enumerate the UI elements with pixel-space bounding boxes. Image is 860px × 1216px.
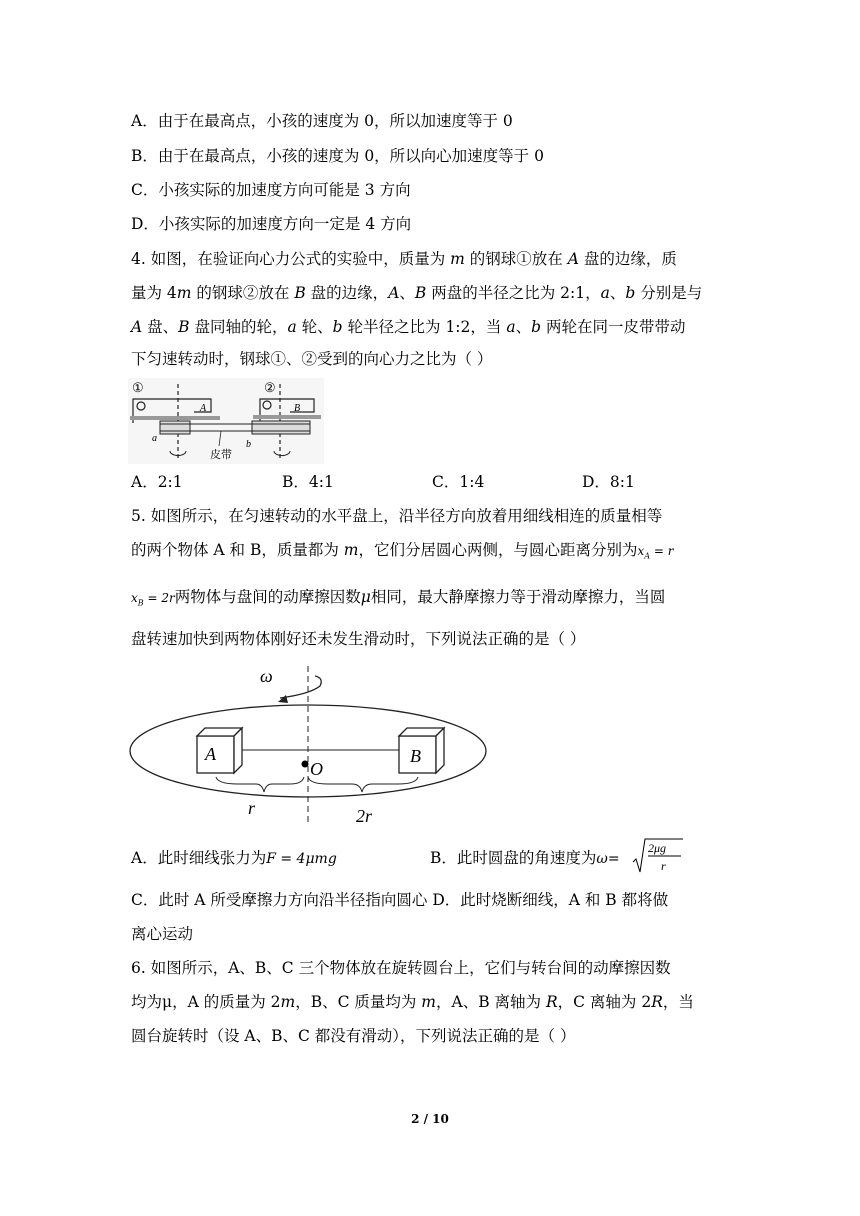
q5-fig-dist-r-label: r	[248, 798, 256, 818]
q3-option-d: D．小孩实际的加速度方向一定是 4 方向	[131, 215, 412, 233]
q4-stem-line-3: A 盘、B 盘同轴的轮，a 轮、b 轮半径之比为 1:2，当 a、b 两轮在同一皮带带动	[131, 318, 686, 336]
q4-fig-disk-b	[253, 415, 321, 419]
q4-option-a: A．2:1	[131, 473, 183, 491]
q5-fig-center-dot	[302, 761, 309, 768]
q5-option-d-cont: 离心运动	[131, 925, 194, 943]
q4-option-d: D．8:1	[582, 473, 635, 491]
q4-fig-wheel-b	[252, 421, 310, 434]
q5-option-b-sqrt	[632, 838, 684, 876]
q5-option-b-denominator: r	[661, 859, 666, 873]
q5-stem-line-4: 盘转速加快到两物体刚好还未发生滑动时，下列说法正确的是（ ）	[131, 630, 586, 648]
q5-option-b-numerator: 2μg	[648, 841, 667, 855]
q5-figure	[128, 664, 492, 830]
q6-stem-line-3: 圆台旋转时（设 A、B、C 都没有滑动），下列说法正确的是（ ）	[131, 1027, 576, 1045]
q5-option-c-d: C．此时 A 所受摩擦力方向沿半径指向圆心 D．此时烧断细线，A 和 B 都将做	[131, 891, 669, 909]
q4-fig-belt-label: 皮带	[210, 448, 232, 461]
q5-fig-rotation-arrow	[280, 676, 321, 698]
q4-stem-line-4: 下匀速转动时，钢球①、②受到的向心力之比为（ ）	[131, 350, 493, 368]
q3-option-c: C．小孩实际的加速度方向可能是 3 方向	[131, 181, 411, 199]
q5-fig-center-label: O	[310, 759, 323, 779]
q5-fig-omega-label: ω	[260, 666, 273, 686]
q4-stem-line-1: 4. 如图，在验证向心力公式的实验中，质量为 m 的钢球①放在 A 盘的边缘，质	[131, 250, 677, 268]
q4-option-b: B．4:1	[282, 473, 334, 491]
q5-fig-block-a-label: A	[205, 744, 216, 764]
q4-figure	[128, 378, 324, 464]
q4-fig-wheel-b-label: b	[246, 439, 251, 450]
q4-fig-disk-b-label: B	[294, 403, 301, 414]
q4-fig-ball2-label: ②	[264, 380, 276, 395]
q3-option-b: B．由于在最高点，小孩的速度为 0，所以向心加速度等于 0	[131, 147, 544, 165]
q5-fig-block-a	[197, 728, 242, 773]
q4-fig-ball1-label: ①	[132, 380, 144, 395]
q5-stem-line-3: $x_B = 2r$两物体与盘间的动摩擦因数μ相同，最大静摩擦力等于滑动摩擦力，当圆	[131, 588, 666, 608]
q5-option-b: B．此时圆盘的角速度为ω=	[430, 849, 620, 867]
q6-stem-line-1: 6. 如图所示，A、B、C 三个物体放在旋转圆台上，它们与转台间的动摩擦因数	[131, 959, 671, 977]
q5-fig-block-b-label: B	[410, 746, 421, 766]
q5-option-a: A．此时细线张力为F = 4μmg	[131, 849, 337, 867]
q6-stem-line-2: 均为μ，A 的质量为 2m，B、C 质量均为 m，A、B 离轴为 R，C 离轴为 2R，当	[131, 993, 694, 1011]
q4-fig-wheel-a	[160, 421, 190, 434]
q5-fig-block-b	[399, 728, 444, 773]
q4-stem-line-2: 量为 4m 的钢球②放在 B 盘的边缘，A、B 两盘的半径之比为 2:1，a、b 分别是与	[131, 284, 703, 302]
q5-fig-brace-r	[216, 777, 304, 792]
q5-fig-dist-2r-label: 2r	[356, 806, 373, 826]
q4-fig-disk-a-label: A	[200, 403, 207, 414]
q5-stem-line-2: 的两个物体 A 和 B，质量都为 m，它们分居圆心两侧，与圆心距离分别为$x_A = r$	[131, 541, 674, 561]
page-number: 2 / 10	[411, 1112, 449, 1126]
q4-fig-disk-a	[130, 416, 220, 420]
q4-option-c: C．1:4	[432, 473, 485, 491]
q3-option-a: A．由于在最高点，小孩的速度为 0，所以加速度等于 0	[131, 112, 513, 130]
q4-fig-wheel-a-label: a	[152, 433, 157, 444]
q5-stem-line-1: 5. 如图所示，在匀速转动的水平盘上，沿半径方向放着用细线相连的质量相等	[131, 507, 663, 525]
